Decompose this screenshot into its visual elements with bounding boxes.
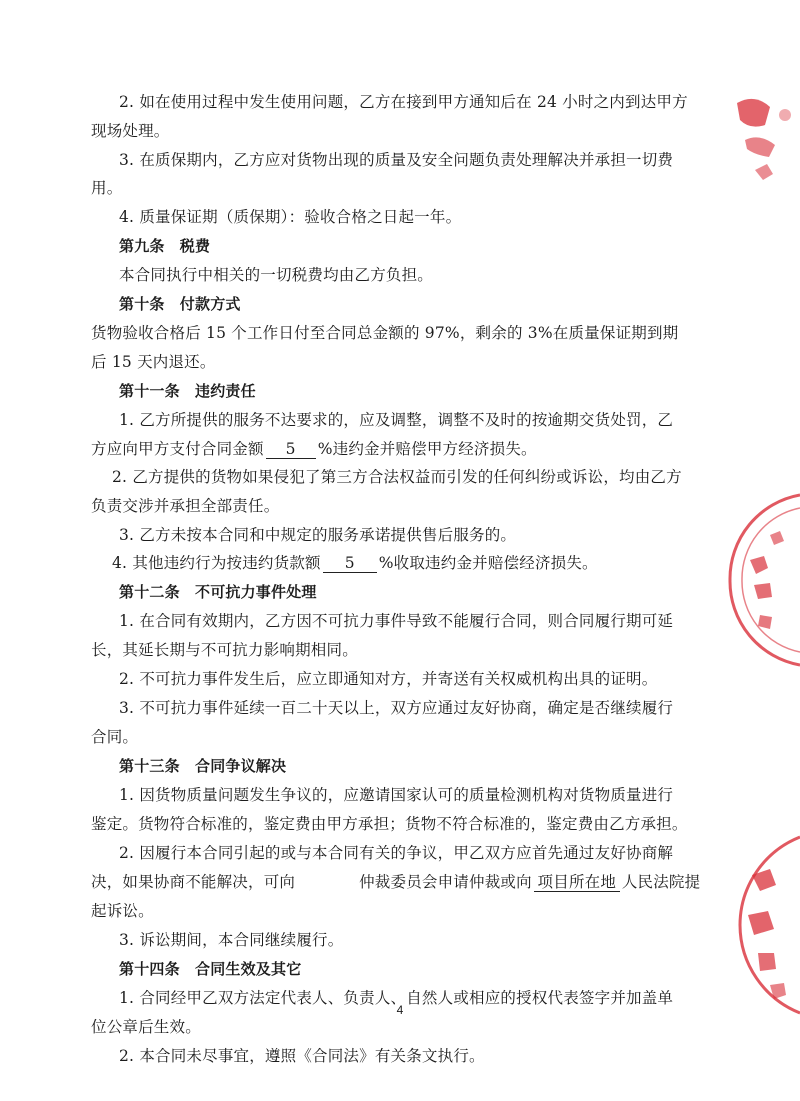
clause-14-1-line2: 位公章后生效。 — [91, 1018, 201, 1036]
clause-13-2-text-a: 决，如果协商不能解决，可向 — [91, 873, 296, 891]
court-location-value: 项目所在地 — [534, 873, 620, 892]
clause-14-1-line1: 1. 合同经甲乙双方法定代表人、负责人、自然人或相应的授权代表签字并加盖单 — [119, 989, 674, 1007]
clause-11-1-text-b: %违约金并赔偿甲方经济损失。 — [317, 440, 537, 458]
clause-13-3: 3. 诉讼期间，本合同继续履行。 — [119, 931, 344, 949]
clause-8-3-line1: 3. 在质保期内，乙方应对货物出现的质量及安全问题负责处理解决并承担一切费 — [119, 151, 674, 169]
clause-12-3-line2: 合同。 — [91, 728, 139, 746]
heading-article-10: 第十条 付款方式 — [119, 295, 241, 313]
clause-12-2: 2. 不可抗力事件发生后，应立即通知对方，并寄送有关权威机构出具的证明。 — [119, 670, 658, 688]
clause-9: 本合同执行中相关的一切税费均由乙方负担。 — [119, 266, 434, 284]
clause-11-1-line1: 1. 乙方所提供的服务不达要求的，应及调整，调整不及时的按逾期交货处罚，乙 — [119, 411, 674, 429]
clause-13-2-text-b: 仲裁委员会申请仲裁或向 — [359, 873, 532, 891]
clause-14-2: 2. 本合同未尽事宜，遵照《合同法》有关条文执行。 — [119, 1047, 485, 1065]
clause-13-1-line2: 鉴定。货物符合标准的，鉴定费由甲方承担；货物不符合标准的，鉴定费由乙方承担。 — [91, 815, 688, 833]
clause-11-4-text-b: %收取违约金并赔偿经济损失。 — [378, 554, 598, 572]
heading-article-12: 第十二条 不可抗力事件处理 — [119, 583, 317, 601]
heading-article-13: 第十三条 合同争议解决 — [119, 757, 287, 775]
heading-article-11: 第十一条 违约责任 — [119, 382, 256, 400]
clause-8-3-line2: 用。 — [91, 179, 123, 197]
clause-11-2-line2: 负责交涉并承担全部责任。 — [91, 497, 280, 515]
heading-article-9: 第九条 税费 — [119, 237, 211, 255]
clause-10-line1: 货物验收合格后 15 个工作日付至合同总金额的 97%，剩余的 3%在质量保证期到期 — [91, 324, 679, 342]
page-number: 4 — [396, 1003, 404, 1017]
clause-8-2-line2: 现场处理。 — [91, 122, 170, 140]
penalty-rate-value: 5 — [266, 440, 316, 459]
clause-8-4: 4. 质量保证期（质保期）：验收合格之日起一年。 — [119, 208, 462, 226]
clause-12-1-line1: 1. 在合同有效期内，乙方因不可抗力事件导致不能履行合同，则合同履行期可延 — [119, 612, 674, 630]
clause-13-1-line1: 1. 因货物质量问题发生争议的，应邀请国家认可的质量检测机构对货物质量进行 — [119, 786, 674, 804]
clause-11-3: 3. 乙方未按本合同和中规定的服务承诺提供售后服务的。 — [119, 526, 517, 544]
clause-11-1-line2 — [91, 439, 537, 459]
clause-10-line2: 后 15 天内退还。 — [91, 353, 216, 371]
clause-12-3-line1: 3. 不可抗力事件延续一百二十天以上，双方应通过友好协商，确定是否继续履行 — [119, 699, 674, 717]
seal-fragment-middle — [720, 490, 800, 670]
penalty-rate-value-2: 5 — [323, 554, 377, 573]
clause-13-2-line1: 2. 因履行本合同引起的或与本合同有关的争议，甲乙双方应首先通过友好协商解 — [119, 844, 674, 862]
clause-8-2-line1: 2. 如在使用过程中发生使用问题，乙方在接到甲方通知后在 24 小时之内到达甲方 — [119, 93, 688, 111]
clause-11-1-text-a: 方应向甲方支付合同金额 — [91, 440, 264, 458]
heading-article-14: 第十四条 合同生效及其它 — [119, 960, 302, 978]
clause-13-2-line3: 起诉讼。 — [91, 902, 154, 920]
seal-fragment-top — [725, 85, 800, 195]
clause-12-1-line2: 长，其延长期与不可抗力影响期相同。 — [91, 641, 358, 659]
clause-11-4-text-a: 4. 其他违约行为按违约货款额 — [112, 554, 321, 572]
clause-13-2-line2 — [91, 872, 700, 892]
clause-13-2-text-c: 人民法院提 — [621, 873, 701, 891]
clause-11-2-line1: 2. 乙方提供的货物如果侵犯了第三方合法权益而引发的任何纠纷或诉讼，均由乙方 — [112, 468, 682, 486]
seal-fragment-bottom — [730, 835, 800, 1015]
clause-11-4 — [112, 553, 598, 573]
